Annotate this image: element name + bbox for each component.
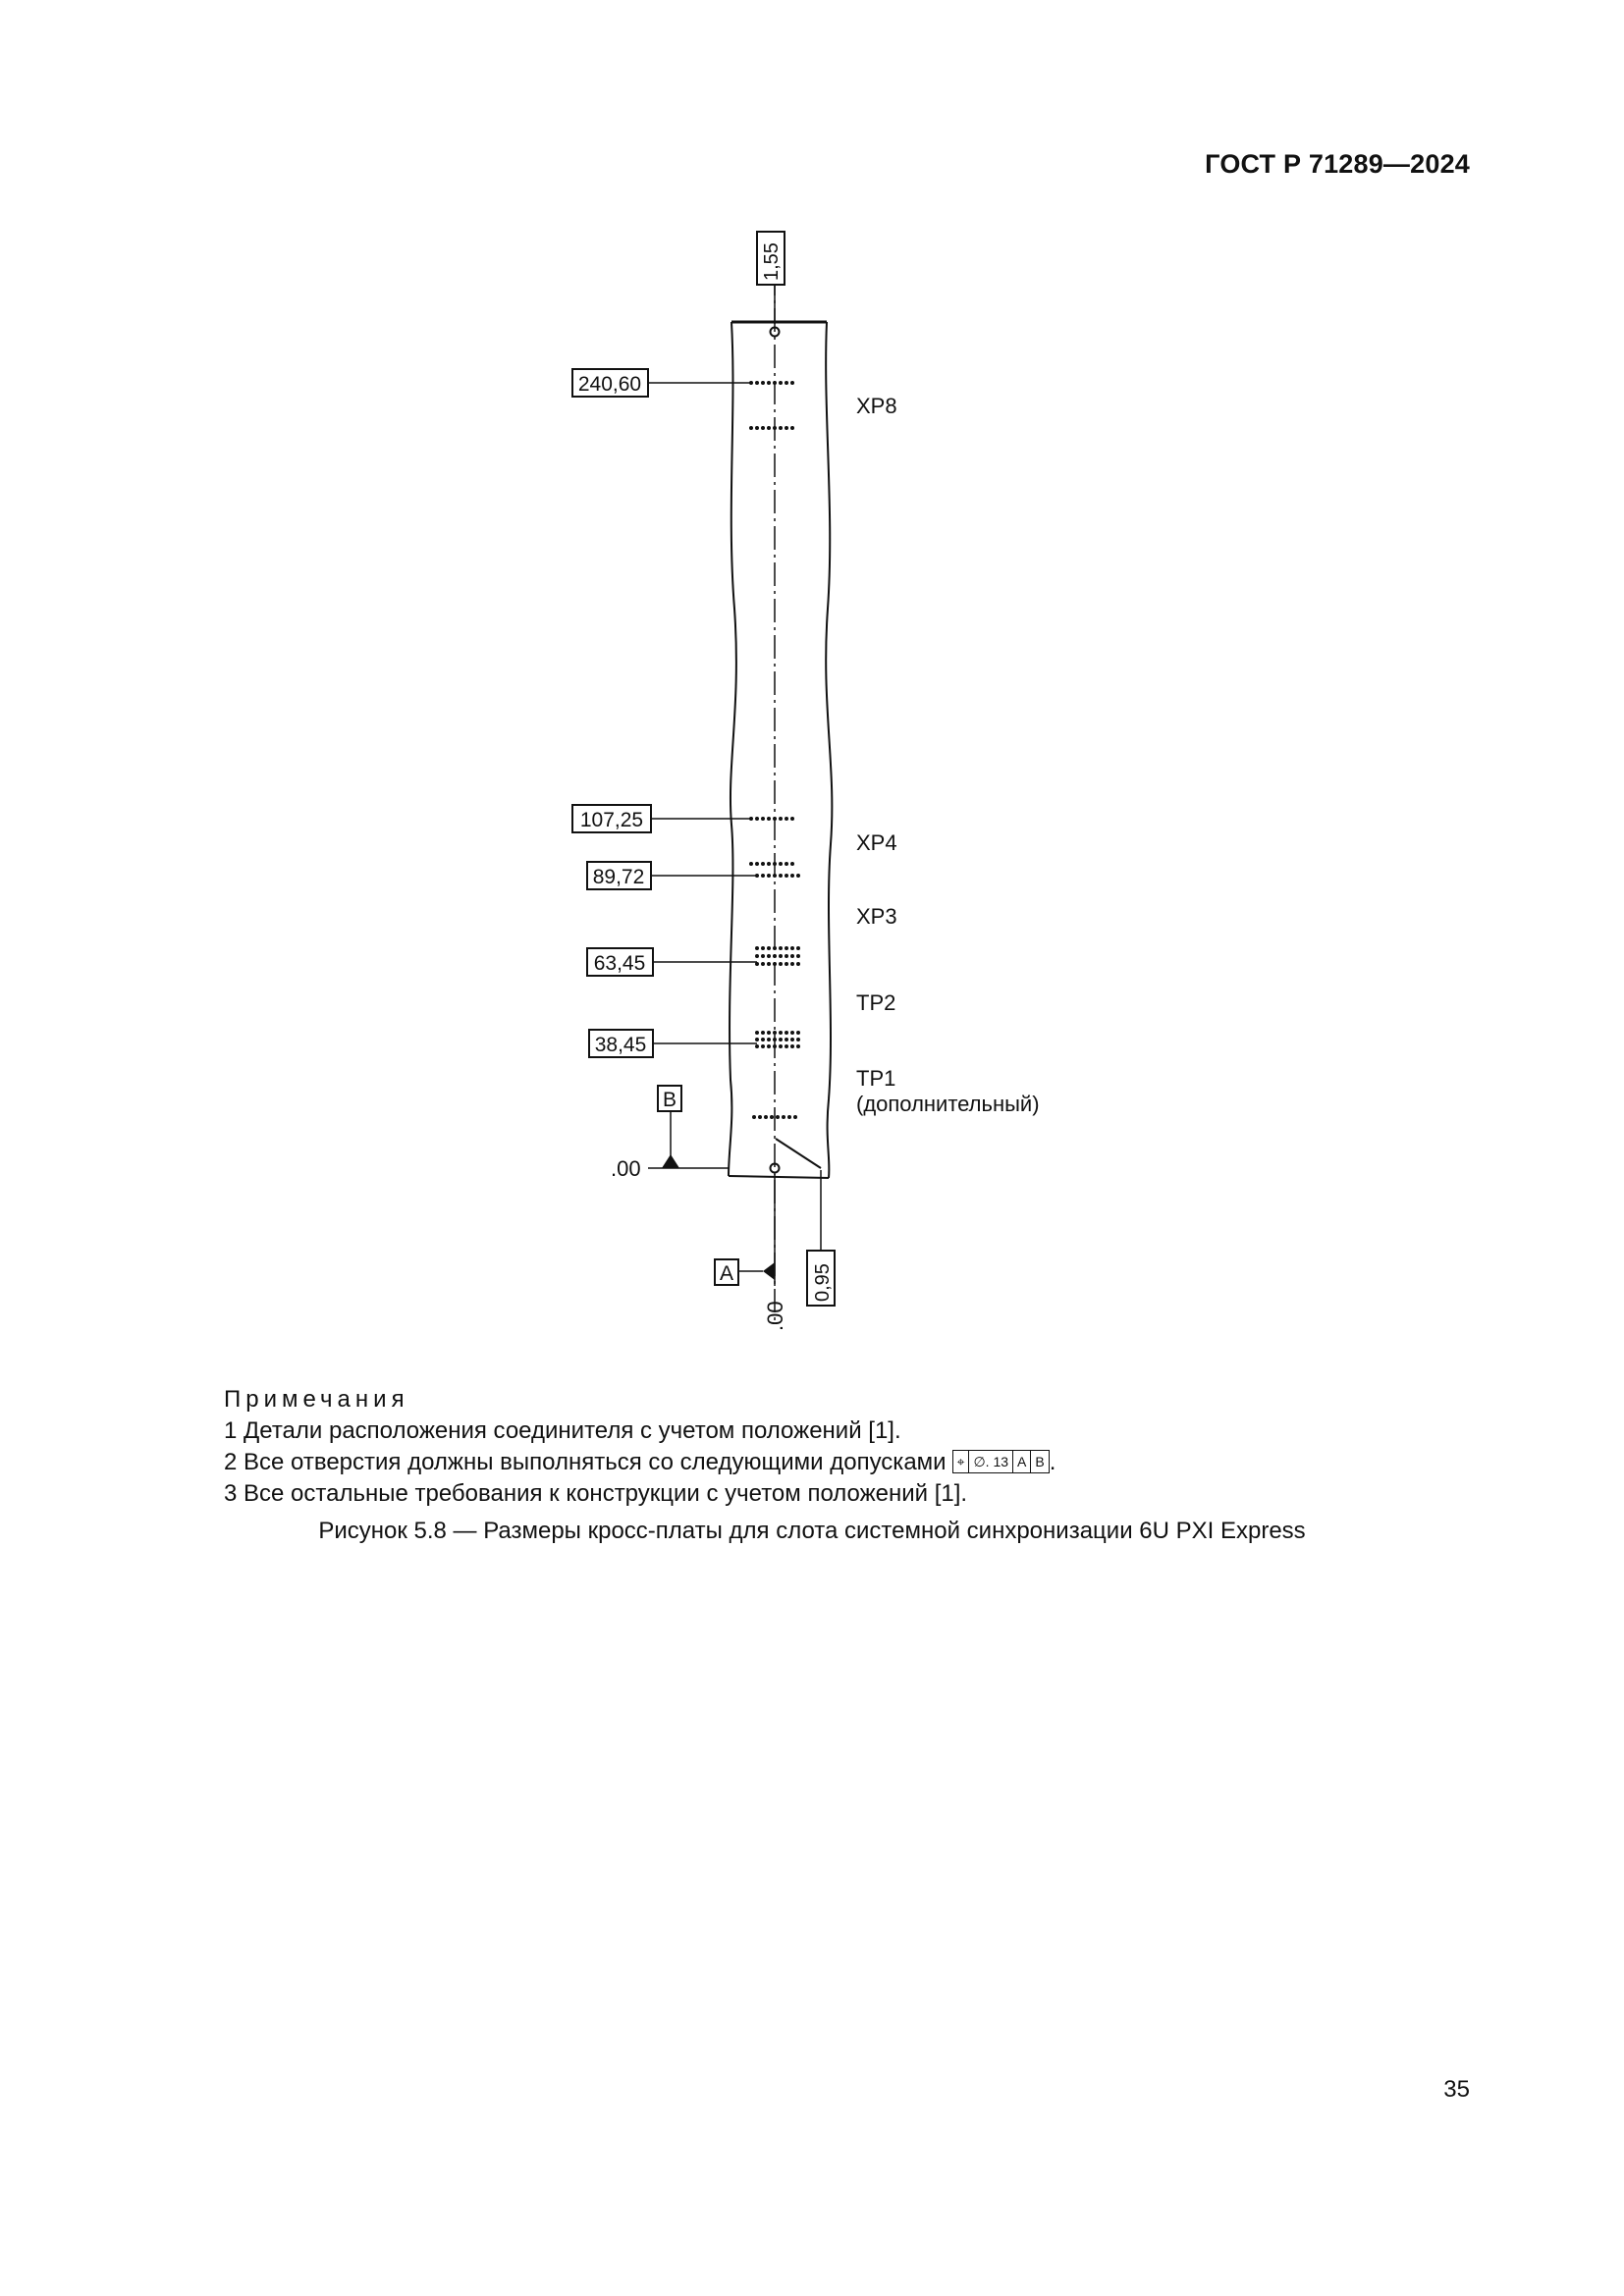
- zero-left-label: .00: [611, 1156, 641, 1181]
- pin-row-tp1-a: [755, 1031, 800, 1035]
- notes-section: [224, 1384, 1056, 1510]
- label-tp1: TP1: [856, 1066, 896, 1091]
- notes-heading: Примечания: [224, 1386, 409, 1413]
- dimension-38-45: [589, 1030, 757, 1057]
- label-tp2: TP2: [856, 990, 896, 1015]
- pin-row-tp2-c: [755, 962, 800, 966]
- width-dimension: [807, 1170, 835, 1306]
- pin-row-tp1-c: [755, 1044, 800, 1048]
- pin-row-xp8-a: [749, 381, 794, 385]
- label-tp1-note: (дополнительный): [856, 1092, 1040, 1116]
- datum-a-label: A: [719, 1262, 734, 1285]
- note-3: 3 Все остальные требования к конструкции с учетом положений [1].: [224, 1480, 968, 1507]
- page-number: 35: [1443, 2076, 1470, 2103]
- pin-row-tp2-b: [755, 954, 800, 958]
- label-xp4: XP4: [856, 830, 897, 855]
- datum-a: [715, 1174, 787, 1331]
- dimension-89-72: [587, 862, 757, 889]
- top-dim-label: 1,55: [761, 242, 783, 281]
- board-outline: [729, 322, 832, 1178]
- note-2-text: 2 Все отверстия должны выполняться со следующими допусками: [224, 1449, 947, 1475]
- note-1: 1 Детали расположения соединителя с учетом положений [1].: [224, 1417, 901, 1444]
- dim-label-240-60: 240,60: [577, 373, 642, 396]
- position-tolerance-icon: ⌖: [956, 1453, 965, 1469]
- label-xp8: XP8: [856, 394, 897, 418]
- pin-row-xp8-b: [749, 426, 794, 430]
- note-2-end: .: [1049, 1449, 1056, 1475]
- pin-row-xp3-a: [749, 862, 794, 866]
- document-header: ГОСТ Р 71289—2024: [1205, 149, 1470, 179]
- pin-row-tp1-b: [755, 1038, 800, 1041]
- dimension-107-25: [572, 805, 751, 832]
- figure-caption: Рисунок 5.8 — Размеры кросс-платы для слота системной синхронизации 6U PXI Express: [318, 1518, 1306, 1544]
- pin-row-tp2-a: [755, 946, 800, 950]
- dim-label-63-45: 63,45: [593, 952, 646, 975]
- pin-row-xp4: [749, 817, 794, 821]
- dimension-240-60: [572, 369, 751, 397]
- tolerance-frame: [952, 1450, 1050, 1473]
- top-dimension: [757, 232, 785, 324]
- datum-b-label: B: [662, 1089, 677, 1111]
- tolerance-datum-a: A: [1012, 1451, 1030, 1472]
- tolerance-value: ∅. 13: [968, 1451, 1012, 1472]
- tolerance-datum-b: B: [1030, 1451, 1048, 1472]
- label-xp3: XP3: [856, 904, 897, 929]
- width-dim-label: 0,95: [812, 1263, 834, 1302]
- note-2: [224, 1447, 1056, 1478]
- pin-row-xp3-b: [755, 874, 800, 878]
- datum-b: [611, 1086, 729, 1181]
- dim-label-38-45: 38,45: [594, 1034, 647, 1056]
- zero-bottom-label: .00: [763, 1301, 787, 1331]
- dim-label-107-25: 107,25: [579, 809, 644, 831]
- dim-label-89-72: 89,72: [592, 866, 645, 888]
